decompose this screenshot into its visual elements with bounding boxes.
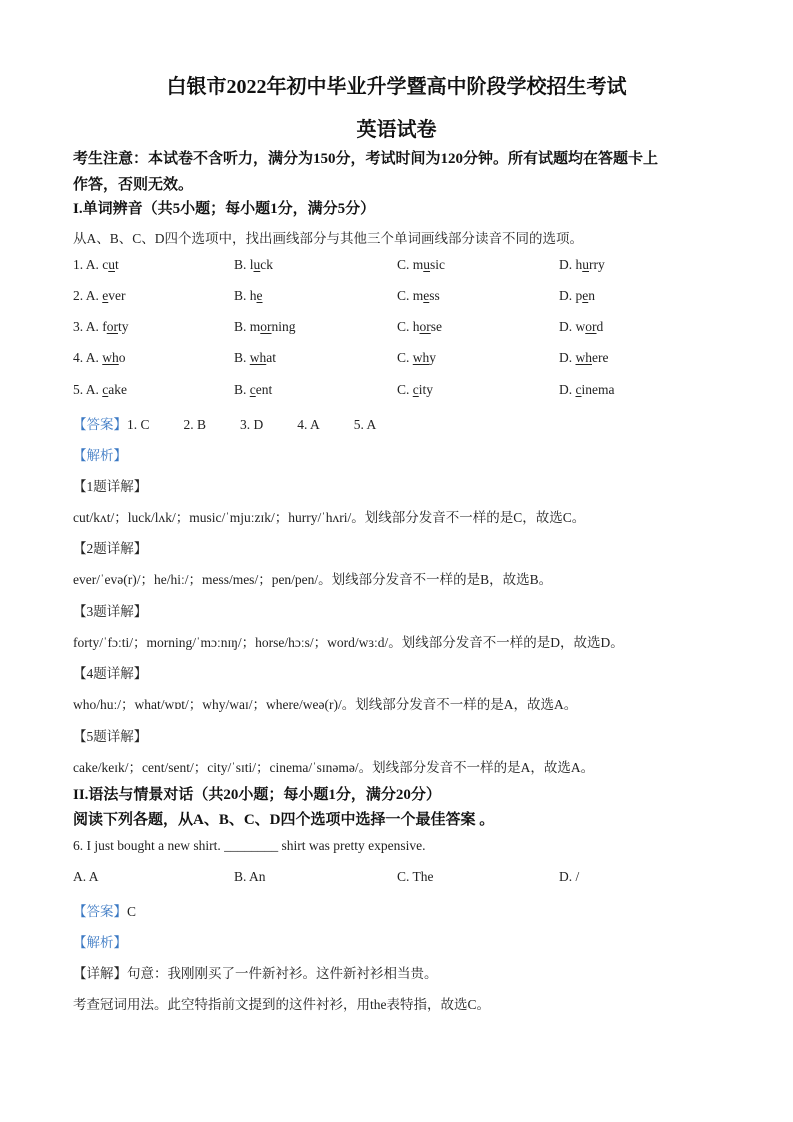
q6-answer-tag: 【答案】 — [73, 904, 127, 919]
q6-option-b: B. An — [234, 869, 266, 884]
answer-5: 5. A — [353, 417, 377, 432]
answer-row — [73, 413, 376, 433]
underlined-part: wh — [102, 350, 119, 365]
exam-title: 白银市2022年初中毕业升学暨高中阶段学校招生考试 — [166, 76, 627, 98]
q3-option-a: 3. A. forty — [73, 319, 129, 334]
q6-option-c: C. The — [397, 869, 434, 884]
q5-option-a: 5. A. cake — [73, 382, 127, 397]
detail-4-tag: 【4题详解】 — [73, 666, 148, 681]
q4-option-a: 4. A. who — [73, 350, 126, 365]
detail-1-tag: 【1题详解】 — [73, 479, 148, 494]
underlined-part: c — [575, 382, 582, 397]
q4-option-d: D. where — [559, 350, 609, 365]
q6-detail-row — [73, 962, 438, 982]
underlined-part: e — [423, 288, 430, 303]
underlined-part: u — [582, 257, 589, 272]
q3-option-c: C. horse — [397, 319, 443, 334]
q4-option-c: C. why — [397, 350, 437, 365]
q5-option-c: C. city — [397, 382, 434, 397]
underlined-part: e — [256, 288, 263, 303]
section1-instruction: 从A、B、C、D四个选项中，找出画线部分与其他三个单词画线部分读音不同的选项。 — [73, 231, 584, 246]
q2-option-d: D. pen — [559, 288, 595, 303]
detail-5-tag: 【5题详解】 — [73, 729, 148, 744]
answer-4: 4. A — [297, 417, 320, 432]
underlined-part: or — [106, 319, 118, 334]
notice-line-1: 考生注意：本试卷不含听力，满分为150分，考试时间为120分钟。所有试题均在答题卡上 — [73, 151, 659, 167]
detail-1-text: cut/kʌt/；luck/lʌk/；music/ˈmjuːzɪk/；hurry/ˈhʌri/。划线部分发音不一样的是C，故选C。 — [73, 510, 586, 525]
q1-option-d: D. hurry — [559, 257, 605, 272]
q6-analysis-tag: 【解析】 — [73, 935, 127, 950]
answer-1: 1. C — [127, 417, 150, 432]
underlined-part: wh — [249, 350, 267, 365]
analysis-tag: 【解析】 — [73, 448, 127, 463]
notice-line-2: 作答，否则无效。 — [73, 177, 194, 193]
q6-answer-row — [73, 900, 136, 920]
detail-4-text: who/huː/；what/wɒt/；why/waɪ/；where/weə(r)/。划线部分发音不一样的是A，故选A。 — [73, 697, 578, 712]
underlined-part: or — [419, 319, 431, 334]
answer-3: 3. D — [240, 417, 264, 432]
answer-tag: 【答案】 — [73, 417, 127, 432]
q1-option-a: 1. A. cut — [73, 257, 119, 272]
underlined-part: c — [102, 382, 109, 397]
section2-instruction: 阅读下列各题，从A、B、C、D四个选项中选择一个最佳答案 。 — [73, 812, 495, 828]
question-6: 6. I just bought a new shirt. ________ shirt was pretty expensive. — [73, 838, 426, 853]
q6-option-a: A. A — [73, 869, 99, 884]
detail-3-tag: 【3题详解】 — [73, 604, 148, 619]
detail-2-tag: 【2题详解】 — [73, 541, 148, 556]
q6-option-d: D. / — [559, 869, 580, 884]
q2-option-a: 2. A. ever — [73, 288, 126, 303]
exam-subtitle: 英语试卷 — [356, 119, 437, 141]
answer-2: 2. B — [183, 417, 207, 432]
section2-heading: II.语法与情景对话（共20小题；每小题1分，满分20分） — [73, 787, 441, 803]
q3-option-b: B. morning — [234, 319, 296, 334]
underlined-part: wh — [575, 350, 592, 365]
underlined-part: or — [260, 319, 272, 334]
underlined-part: or — [585, 319, 597, 334]
q6-detail-text: 句意：我刚刚买了一件新衬衫。这件新衬衫相当贵。 — [127, 966, 438, 981]
q6-explanation: 考查冠词用法。此空特指前文提到的这件衬衫，用the表特指，故选C。 — [73, 997, 490, 1012]
q3-option-d: D. word — [559, 319, 604, 334]
underlined-part: e — [102, 288, 109, 303]
underlined-part: e — [582, 288, 589, 303]
underlined-part: c — [412, 382, 419, 397]
q2-option-c: C. mess — [397, 288, 440, 303]
q2-option-b: B. he — [234, 288, 263, 303]
underlined-part: u — [253, 257, 261, 272]
q4-option-b: B. what — [234, 350, 277, 365]
detail-3-text: forty/ˈfɔːti/；morning/ˈmɔːnɪŋ/；horse/hɔːs/；word/wɜːd/。划线部分发音不一样的是D，故选D。 — [73, 635, 624, 650]
underlined-part: c — [249, 382, 256, 397]
detail-5-text: cake/keɪk/；cent/sent/；city/ˈsɪti/；cinema/ˈsɪnəmə/。划线部分发音不一样的是A，故选A。 — [73, 760, 595, 775]
q6-detail-tag: 【详解】 — [73, 966, 127, 981]
detail-2-text: ever/ˈevə(r)/；he/hiː/；mess/mes/；pen/pen/。划线部分发音不一样的是B，故选B。 — [73, 572, 553, 587]
underlined-part: u — [108, 257, 115, 272]
q1-option-b: B. luck — [234, 257, 274, 272]
section1-heading: I.单词辨音（共5小题；每小题1分，满分5分） — [73, 201, 376, 217]
q5-option-d: D. cinema — [559, 382, 615, 397]
underlined-part: wh — [412, 350, 430, 365]
q5-option-b: B. cent — [234, 382, 273, 397]
underlined-part: u — [423, 257, 431, 272]
q1-option-c: C. music — [397, 257, 446, 272]
q6-answer: C — [127, 904, 137, 919]
